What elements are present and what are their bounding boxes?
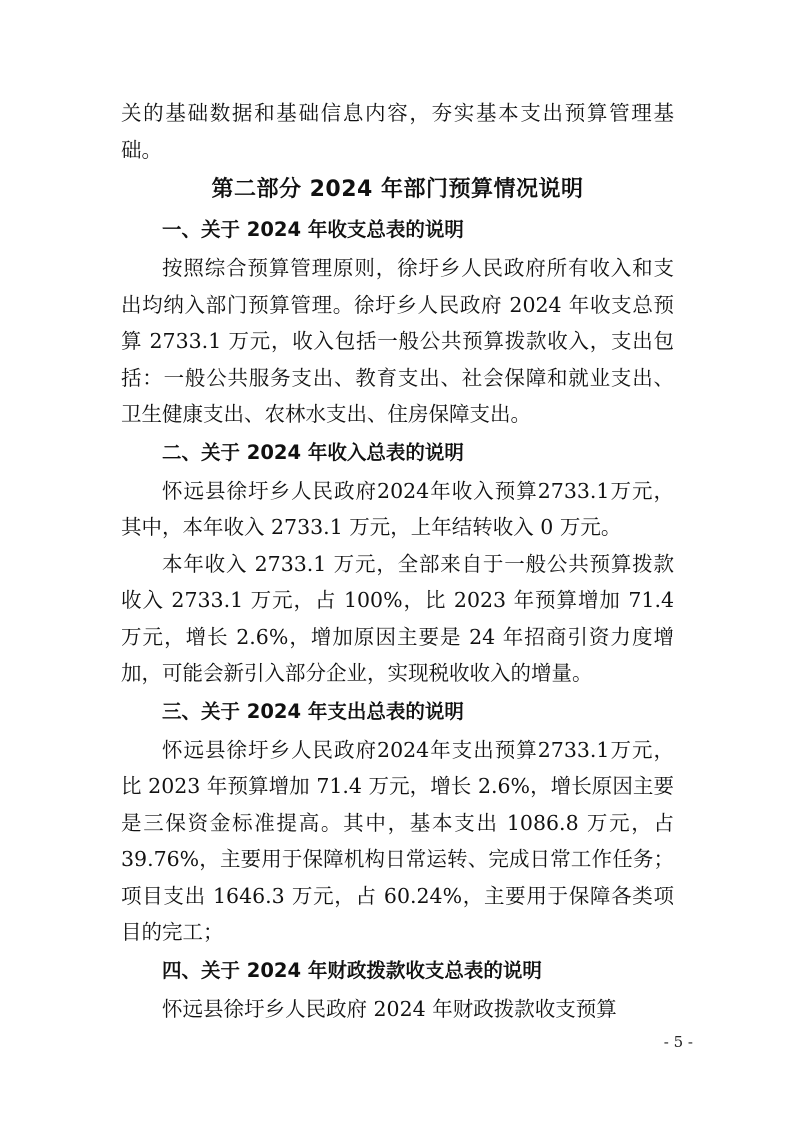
- part-title: 第二部分 2024 年部门预算情况说明: [211, 177, 584, 202]
- section-4-paragraph-1: 怀远县徐圩乡人民政府 2024 年财政拨款收支预算: [162, 996, 617, 1021]
- document-body: [121, 95, 674, 1027]
- section-2-paragraph-1: 怀远县徐圩乡人民政府2024年收入预算2733.1万元，其中，本年收入 2733.1 万元，上年结转收入 0 万元。: [121, 478, 674, 539]
- intro-continuation-paragraph: 关的基础数据和基础信息内容，夯实基本支出预算管理基础。: [121, 101, 674, 162]
- section-title-2: 二、关于 2024 年收入总表的说明: [162, 440, 464, 464]
- section-title-4: 四、关于 2024 年财政拨款收支总表的说明: [162, 958, 542, 982]
- page-number: - 5 -: [663, 1033, 693, 1051]
- section-3-paragraph-1: 怀远县徐圩乡人民政府2024年支出预算2733.1万元，比 2023 年预算增加 71.4 万元，增长 2.6%，增长原因主要是三保资金标准提高。其中，基本支出 1086.8 万元，占 39.76%，主要用于保障机构日常运转、完成日常工作任务；项目支出 1646.3 万元，占 60.24%，主要用于保障各类项目的完工；: [121, 737, 674, 944]
- section-1-paragraph-1: 按照综合预算管理原则，徐圩乡人民政府所有收入和支出均纳入部门预算管理。徐圩乡人民政府 2024 年收支总预算 2733.1 万元，收入包括一般公共预算拨款收入，支出包括：一般公共服务支出、教育支出、社会保障和就业支出、卫生健康支出、农林水支出、住房保障支出。: [121, 256, 674, 426]
- section-title-3: 三、关于 2024 年支出总表的说明: [162, 699, 464, 723]
- section-2-paragraph-2: 本年收入 2733.1 万元，全部来自于一般公共预算拨款收入 2733.1 万元，占 100%，比 2023 年预算增加 71.4 万元，增长 2.6%，增加原因主要是 24 年招商引资力度增加，可能会新引入部分企业，实现税收收入的增量。: [121, 551, 674, 685]
- section-title-1: 一、关于 2024 年收支总表的说明: [162, 218, 464, 241]
